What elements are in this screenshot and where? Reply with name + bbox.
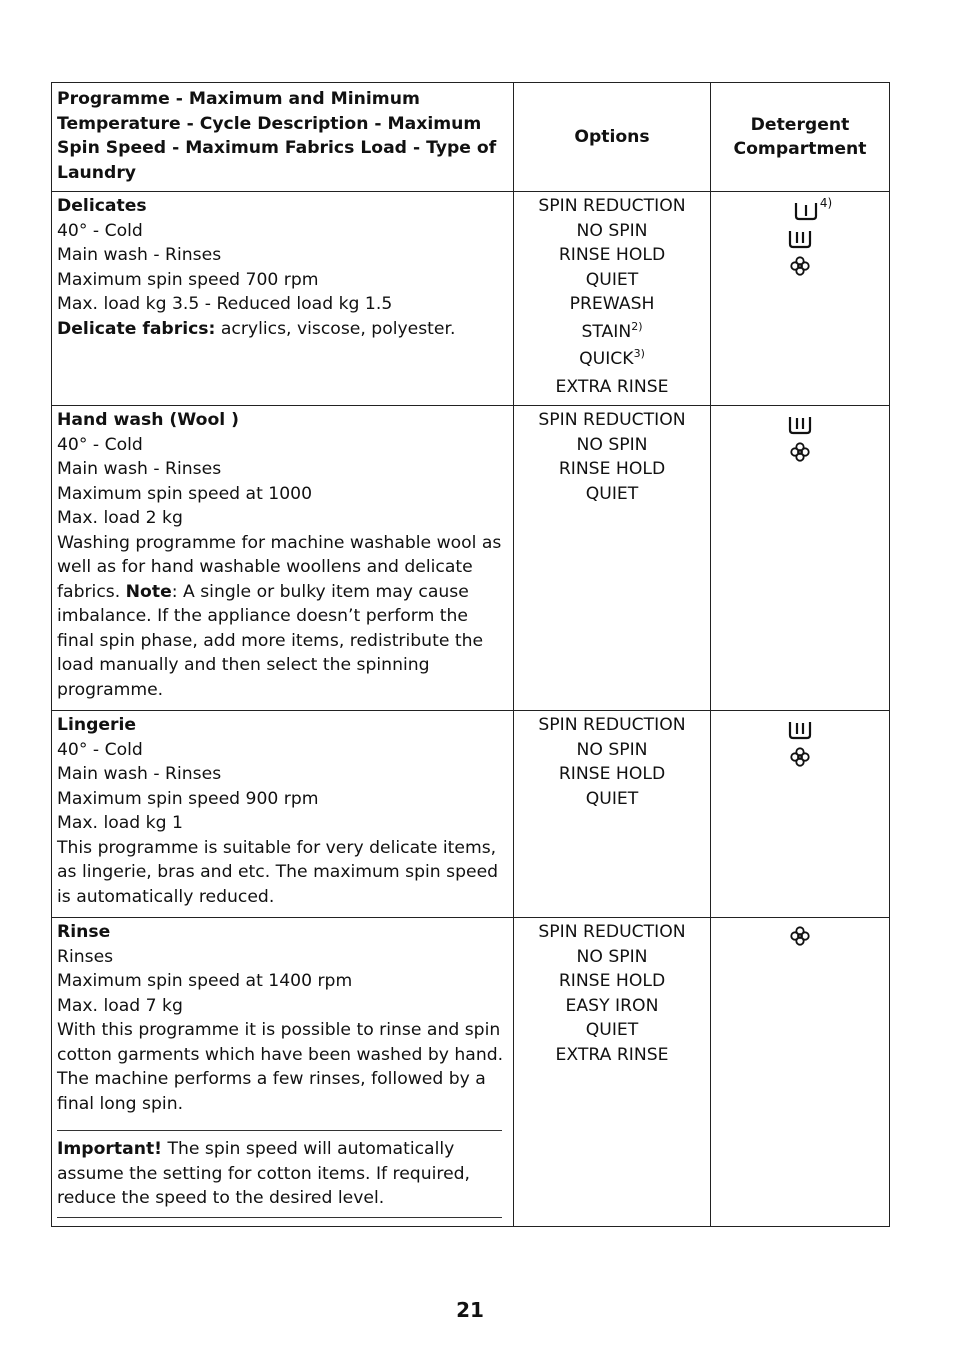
programme-cell [52, 711, 514, 918]
programme-name: Rinse [57, 922, 111, 942]
programme-line: Maximum spin speed at 1000 [57, 483, 313, 504]
softener-flower-icon [789, 441, 811, 463]
main-wash-compartment-icon [787, 718, 813, 740]
option-item: SPIN REDUCTION [538, 922, 686, 942]
prewash-compartment-icon [793, 199, 819, 221]
option-item: EXTRA RINSE [555, 376, 669, 397]
option-item: QUIET [585, 788, 639, 809]
table-row [52, 918, 890, 1227]
programme-line: Main wash - Rinses [57, 764, 222, 784]
options-cell [514, 711, 711, 918]
programme-name: Lingerie [57, 715, 137, 735]
option-item: PREWASH [569, 294, 655, 314]
option-item: SPIN REDUCTION [538, 196, 686, 216]
option-item: EASY IRON [565, 995, 659, 1016]
page-number: 21 [456, 1298, 484, 1322]
softener-flower-icon [789, 925, 811, 947]
option-item: RINSE HOLD [558, 971, 666, 991]
programme-line: Max. load 2 kg [57, 508, 183, 528]
option-item: QUIET [585, 269, 639, 290]
programme-line: 40° - Cold [57, 220, 143, 241]
programme-description: With this programme it is possible to rinse and spin cotton garments which have been washed by hand. The machine performs a few rinses, followed by a final long spin. [57, 1020, 504, 1114]
important-note: Important! The spin speed will automatically assume the setting for cotton items. If required, reduce the speed to the desired level. [57, 1130, 502, 1218]
option-item: SPIN REDUCTION [538, 410, 686, 430]
programme-description: Washing programme for machine washable wool as well as for hand washable woollens and delicate fabrics. Note: A single or bulky item may cause imbalance. If the appliance doesn’t perform the final spin phase, add more items, redistribute the load manually and then select the spinning programme. [57, 532, 502, 700]
header-programme: Programme - Maximum and Minimum Temperature - Cycle Description - Maximum Spin Speed - Maximum Fabrics Load - Type of Laundry [52, 83, 514, 192]
programme-line: 40° - Cold [57, 434, 143, 455]
option-item: EXTRA RINSE [555, 1044, 669, 1065]
softener-flower-icon [789, 746, 811, 768]
programme-cell [52, 192, 514, 406]
option-item: QUICK$^{3)}$ [579, 347, 645, 369]
detergent-cell [711, 406, 890, 711]
option-item: RINSE HOLD [558, 245, 666, 265]
main-wash-compartment-icon [787, 227, 813, 249]
softener-flower-icon [789, 255, 811, 277]
option-item: SPIN REDUCTION [538, 715, 686, 735]
option-item: QUIET [585, 483, 639, 504]
programme-line: Maximum spin speed at 1400 rpm [57, 971, 353, 991]
detergent-cell [711, 711, 890, 918]
programme-line: Rinses [57, 946, 114, 967]
table-row [52, 711, 890, 918]
table-row [52, 192, 890, 406]
programme-line: 40° - Cold [57, 739, 143, 760]
programme-description: This programme is suitable for very delicate items, as lingerie, bras and etc. The maximum spin speed is automatically reduced. [57, 837, 499, 907]
detergent-cell: 4) [711, 192, 890, 406]
programme-cell [52, 918, 514, 1227]
programme-line: Main wash - Rinses [57, 459, 222, 479]
detergent-cell [711, 918, 890, 1227]
programme-name: Delicates [57, 196, 147, 216]
option-item: RINSE HOLD [558, 459, 666, 479]
fabric-types: Delicate fabrics: acrylics, viscose, polyester. [57, 318, 456, 339]
programme-line: Max. load kg 1 [57, 813, 183, 833]
programme-line: Max. load kg 3.5 - Reduced load kg 1.5 [57, 294, 393, 314]
option-item: NO SPIN [576, 434, 648, 455]
programme-line: Main wash - Rinses [57, 245, 222, 265]
programme-name: Hand wash (Wool ) [57, 410, 239, 430]
programme-line: Max. load 7 kg [57, 995, 183, 1016]
header-options: Options [514, 83, 711, 192]
table-header-row [52, 83, 890, 192]
programme-cell [52, 406, 514, 711]
programme-line: Maximum spin speed 700 rpm [57, 269, 319, 290]
programme-table [51, 82, 890, 1227]
option-item: STAIN$^{2)}$ [581, 319, 643, 342]
main-wash-compartment-icon [787, 413, 813, 435]
options-cell [514, 192, 711, 406]
options-cell [514, 406, 711, 711]
programme-line: Maximum spin speed 900 rpm [57, 788, 319, 809]
table-row [52, 406, 890, 711]
option-item: NO SPIN [576, 739, 648, 760]
option-item: NO SPIN [576, 220, 648, 241]
option-item: RINSE HOLD [558, 764, 666, 784]
option-item: NO SPIN [576, 946, 648, 967]
option-item: QUIET [585, 1020, 639, 1040]
options-cell [514, 918, 711, 1227]
header-detergent: Detergent Compartment [711, 83, 890, 192]
